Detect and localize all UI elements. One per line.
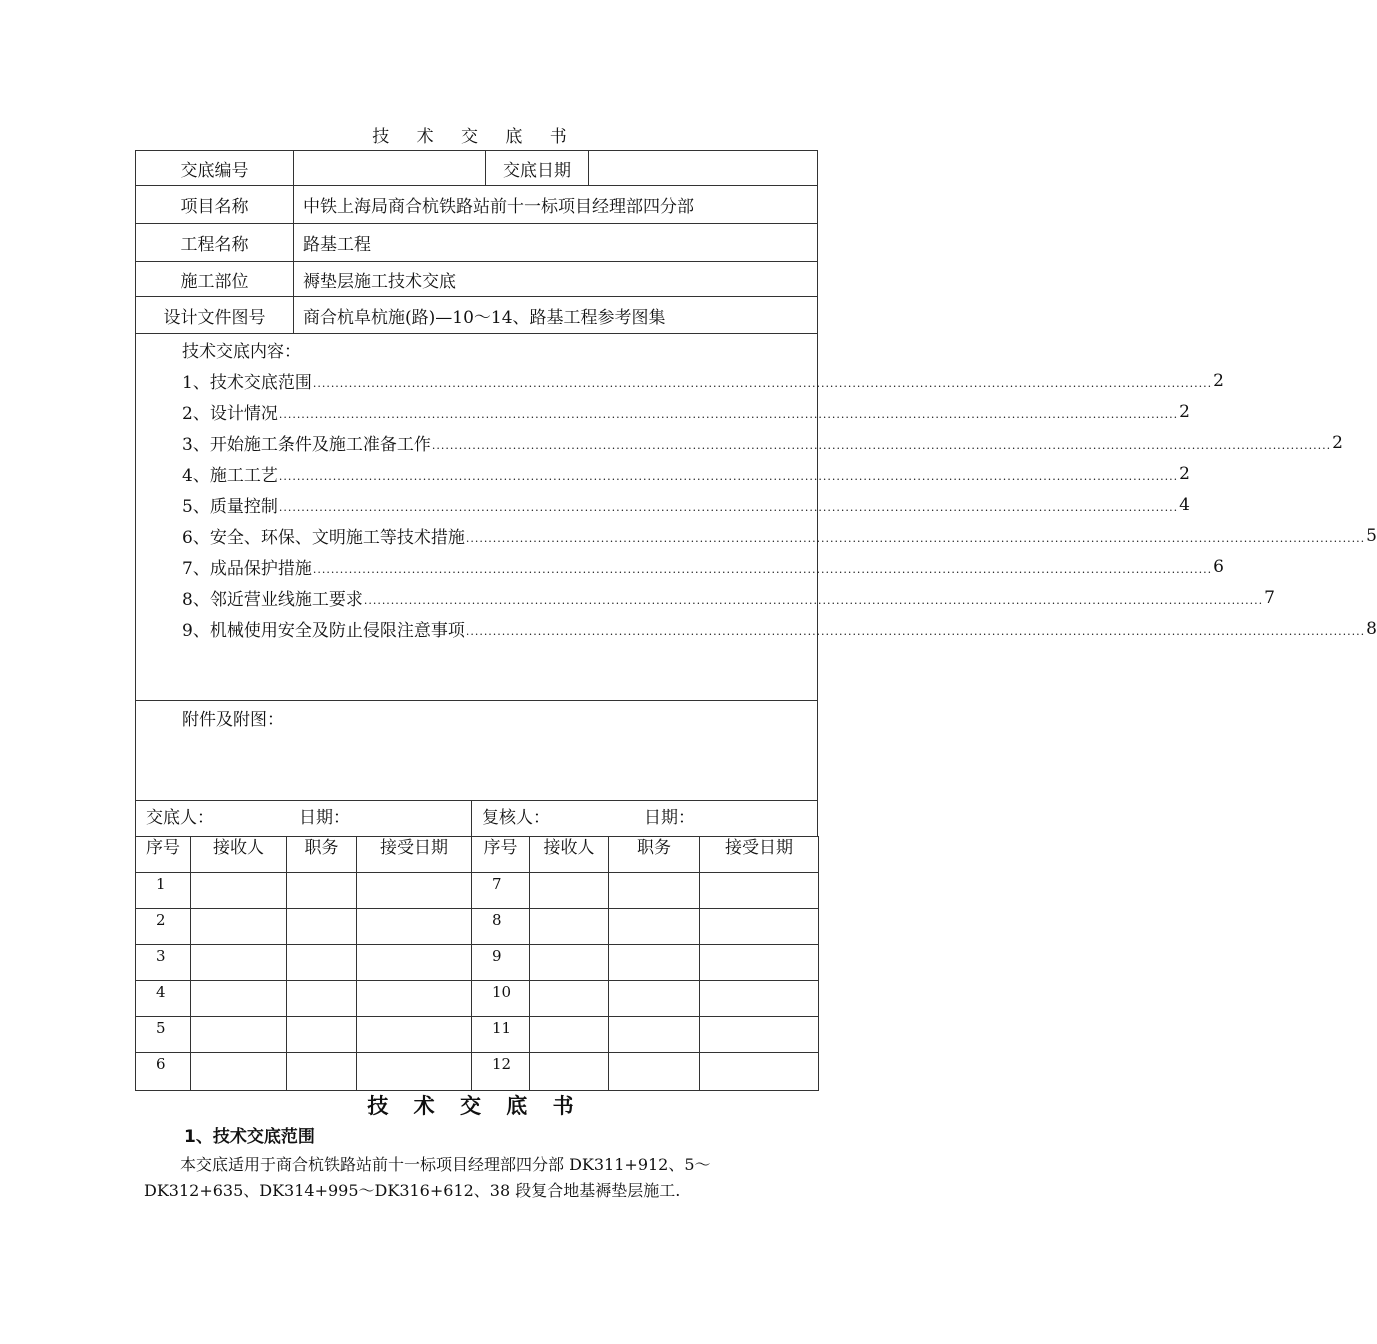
table-cell: [529, 944, 609, 981]
column-header: 职务: [286, 836, 357, 873]
table-cell: [699, 1052, 819, 1091]
date-value: [588, 150, 818, 186]
scope-paragraph: 本交底适用于商合杭铁路站前十一标项目经理部四分部 DK311+912、5～DK312+635、DK314+995～DK316+612、38 段复合地基褥垫层施工.: [144, 1155, 711, 1200]
column-header: 接受日期: [356, 836, 472, 873]
contents-item-label: 4、施工工艺: [182, 466, 278, 486]
contents-item-label: 3、开始施工条件及施工准备工作: [182, 435, 431, 455]
row-number: 3: [135, 944, 191, 981]
part-value: 褥垫层施工技术交底: [293, 261, 818, 297]
contents-item-page: 2: [1179, 401, 1190, 422]
table-cell: [529, 1016, 609, 1053]
contents-item-label: 7、成品保护措施: [182, 559, 312, 579]
table-cell: [190, 1052, 287, 1091]
leader-dots: ........................................................................................................................................................................................................: [278, 408, 1179, 421]
table-cell: [699, 908, 819, 945]
part-label: 施工部位: [135, 261, 294, 297]
contents-item: [182, 489, 1190, 520]
table-cell: [608, 1052, 700, 1091]
contents-item-page: 5: [1366, 525, 1377, 546]
contents-item-page: 6: [1213, 556, 1224, 577]
row-number: 7: [471, 872, 530, 909]
date-label: 交底日期: [485, 150, 589, 186]
column-header: 接收人: [529, 836, 609, 873]
table-cell: [356, 944, 472, 981]
row-number: 2: [135, 908, 191, 945]
column-header: 职务: [608, 836, 700, 873]
code-value: [293, 150, 486, 186]
table-cell: [608, 980, 700, 1017]
row-number: 10: [471, 980, 530, 1017]
row-number: 12: [471, 1052, 530, 1091]
table-cell: [190, 872, 287, 909]
row-number: 5: [135, 1016, 191, 1053]
project-value: 中铁上海局商合杭铁路站前十一标项目经理部四分部: [293, 185, 818, 224]
contents-item: [182, 551, 1224, 582]
row-number: 8: [471, 908, 530, 945]
contents-item: [182, 613, 1377, 644]
drawing-value: 商合杭阜杭施(路)—10～14、路基工程参考图集: [293, 296, 818, 334]
table-cell: [529, 872, 609, 909]
project-label: 项目名称: [135, 185, 294, 224]
work-label: 工程名称: [135, 223, 294, 262]
body-title: 技 术 交 底 书: [367, 1093, 583, 1118]
leader-dots: ........................................................................................................................................................................................................: [278, 501, 1179, 514]
table-cell: [286, 872, 357, 909]
table-cell: [190, 908, 287, 945]
presenter-cell: [135, 800, 472, 837]
row-number: 4: [135, 980, 191, 1017]
contents-item: [182, 520, 1377, 551]
work-value: 路基工程: [293, 223, 818, 262]
table-cell: [699, 872, 819, 909]
contents-item: [182, 396, 1190, 427]
contents-item-label: 6、安全、环保、文明施工等技术措施: [182, 528, 465, 548]
contents-item-label: 1、技术交底范围: [182, 373, 312, 393]
contents-item-page: 8: [1366, 618, 1377, 639]
leader-dots: ........................................................................................................................................................................................................: [312, 563, 1213, 576]
section-heading: 1、技术交底范围: [184, 1127, 315, 1147]
leader-dots: ........................................................................................................................................................................................................: [278, 470, 1179, 483]
column-header: 接受日期: [699, 836, 819, 873]
table-cell: [699, 1016, 819, 1053]
contents-item-label: 5、质量控制: [182, 497, 278, 517]
contents-item-label: 9、机械使用安全及防止侵限注意事项: [182, 621, 465, 641]
row-number: 11: [471, 1016, 530, 1053]
form-title: 技 术 交 底 书: [372, 127, 578, 147]
table-cell: [356, 1052, 472, 1091]
table-cell: [356, 872, 472, 909]
table-of-contents: [182, 334, 1377, 644]
disclosure-form-table: [135, 150, 1377, 1090]
presenter-date-label: 日期：: [299, 808, 350, 828]
table-cell: [190, 980, 287, 1017]
table-cell: [699, 980, 819, 1017]
table-cell: [286, 1016, 357, 1053]
table-cell: [608, 944, 700, 981]
leader-dots: ........................................................................................................................................................................................................: [363, 594, 1264, 607]
contents-item-page: 2: [1179, 463, 1190, 484]
presenter-label: 交底人：: [146, 808, 214, 828]
table-cell: [608, 1016, 700, 1053]
row-number: 6: [135, 1052, 191, 1091]
table-cell: [286, 944, 357, 981]
contents-section: [135, 333, 1377, 701]
column-header: 接收人: [190, 836, 287, 873]
contents-item-page: 4: [1179, 494, 1190, 515]
leader-dots: ........................................................................................................................................................................................................: [431, 439, 1332, 452]
table-cell: [529, 908, 609, 945]
drawing-label: 设计文件图号: [135, 296, 294, 334]
contents-item-label: 2、设计情况: [182, 404, 278, 424]
table-cell: [356, 1016, 472, 1053]
row-number: 1: [135, 872, 191, 909]
contents-item: [182, 365, 1224, 396]
table-cell: [608, 908, 700, 945]
table-cell: [190, 944, 287, 981]
table-cell: [356, 908, 472, 945]
contents-item-page: 2: [1332, 432, 1343, 453]
reviewer-label: 复核人：: [482, 808, 550, 828]
leader-dots: ........................................................................................................................................................................................................: [465, 625, 1366, 638]
attachments-section: [135, 700, 818, 801]
contents-item: [182, 582, 1275, 613]
table-cell: [529, 1052, 609, 1091]
column-header: 序号: [471, 836, 530, 873]
table-cell: [286, 980, 357, 1017]
table-cell: [699, 944, 819, 981]
table-cell: [356, 980, 472, 1017]
leader-dots: ........................................................................................................................................................................................................: [465, 532, 1366, 545]
contents-heading: 技术交底内容：: [182, 342, 301, 362]
contents-item-label: 8、邻近营业线施工要求: [182, 590, 363, 610]
table-cell: [529, 980, 609, 1017]
contents-item: [182, 458, 1190, 489]
code-label: 交底编号: [135, 150, 294, 186]
table-cell: [286, 1052, 357, 1091]
attachments-label: 附件及附图：: [182, 710, 284, 730]
row-number: 9: [471, 944, 530, 981]
table-cell: [286, 908, 357, 945]
contents-item-page: 2: [1213, 370, 1224, 391]
table-cell: [190, 1016, 287, 1053]
contents-item-page: 7: [1264, 587, 1275, 608]
contents-item: [182, 427, 1343, 458]
leader-dots: ........................................................................................................................................................................................................: [312, 377, 1213, 390]
column-header: 序号: [135, 836, 191, 873]
table-cell: [608, 872, 700, 909]
reviewer-date-label: 日期：: [644, 808, 695, 828]
reviewer-cell: [471, 800, 818, 837]
